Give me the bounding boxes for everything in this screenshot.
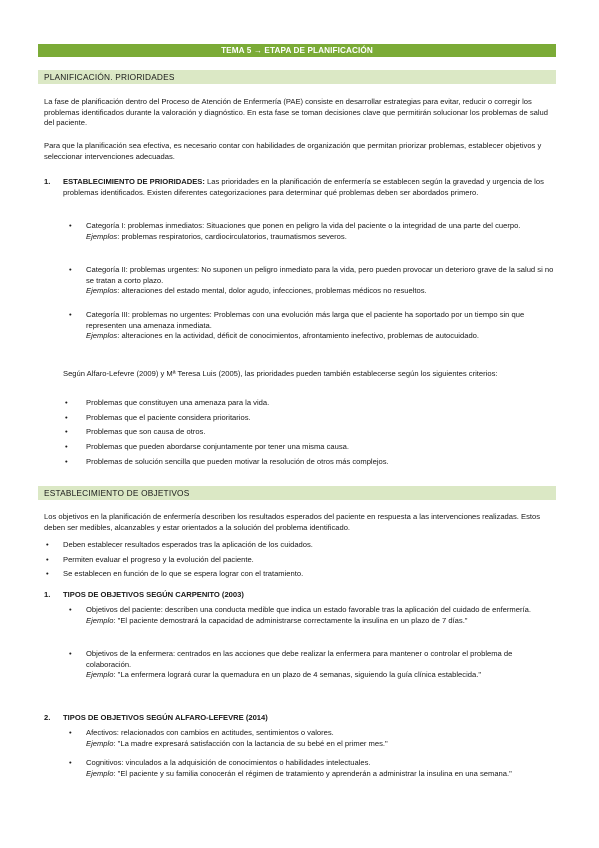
paragraph-objectives: Los objetivos en la planificación de enfermería describen los resultados esperados del paciente en respuesta a las intervenciones realizadas. Estos deben ser medibles, alcanzables y estar orientados a la solución del problema identificado. — [44, 512, 540, 532]
nurse-objectives-example: : "La enfermera logrará curar la quemadura en un plazo de 4 semanas, siguiendo la guía clínica establecida." — [113, 670, 482, 679]
priorities-heading: ESTABLECIMIENTO DE PRIORIDADES: — [63, 177, 205, 186]
list-number: 1. — [44, 590, 51, 599]
topic-banner: TEMA 5 → ETAPA DE PLANIFICACIÓN — [38, 44, 556, 57]
bullet: • — [65, 413, 68, 422]
paragraph-intro: La fase de planificación dentro del Proceso de Atención de Enfermería (PAE) consiste en desarrollar estrategias para evitar, reducir o corregir los problemas identificados durante la valoración y diagnóstico. En esta fase se toman decisiones clave que permitirán solucionar los problemas de salud del paciente. — [44, 97, 549, 127]
nurse-objectives — [86, 649, 556, 681]
list-number: 2. — [44, 713, 51, 722]
section-header-priorities: PLANIFICACIÓN. PRIORIDADES — [38, 70, 556, 84]
affective-objectives — [86, 728, 556, 749]
bullet: • — [65, 427, 68, 436]
patient-objectives — [86, 605, 556, 626]
category-2-example: : alteraciones del estado mental, dolor agudo, infecciones, problemas médicos no resueltos. — [117, 286, 427, 295]
category-1-example: : problemas respiratorios, cardiocirculatorios, traumatismos severos. — [117, 231, 347, 241]
category-1-text: Situaciones que ponen en peligro la vida del paciente o la integridad de una parte del cuerpo. — [204, 221, 521, 230]
example-label: Ejemplo — [86, 768, 114, 778]
bullet: • — [69, 605, 72, 614]
section-header-objectives: ESTABLECIMIENTO DE OBJETIVOS — [38, 486, 556, 500]
bullet: • — [65, 457, 68, 466]
patient-objectives-example: : "El paciente demostrará la capacidad de administrarse correctamente la insulina en un plazo de 7 días." — [113, 615, 468, 625]
example-label: Ejemplos — [86, 231, 118, 241]
alfaro-heading: TIPOS DE OBJETIVOS SEGÚN ALFARO-LEFEVRE (2014) — [63, 713, 268, 722]
bullet: • — [46, 569, 49, 578]
bullet: • — [46, 555, 49, 564]
bullet: • — [69, 728, 72, 737]
bullet: • — [65, 442, 68, 451]
cognitive-text: Cognitivos: vinculados a la adquisición de conocimientos o habilidades intelectuales. — [86, 758, 371, 767]
category-2-heading: Categoría II: problemas urgentes: — [86, 265, 200, 274]
criteria-item: Problemas que son causa de otros. — [86, 427, 206, 436]
objectives-bullet: Permiten evaluar el progreso y la evolución del paciente. — [63, 555, 254, 564]
affective-text: Afectivos: relacionados con cambios en actitudes, sentimientos o valores. — [86, 728, 334, 737]
bullet: • — [46, 540, 49, 549]
objectives-bullet: Se establecen en función de lo que se espera lograr con el tratamiento. — [63, 569, 304, 578]
category-1 — [86, 221, 556, 242]
objectives-bullet: Deben establecer resultados esperados tras la aplicación de los cuidados. — [63, 540, 313, 549]
bullet: • — [69, 221, 72, 230]
example-label: Ejemplo — [86, 670, 114, 679]
nurse-objectives-text: Objetivos de la enfermera: centrados en las acciones que debe realizar la enfermera para mantener o controlar el problema de colaboración. — [86, 649, 513, 669]
affective-example: : "La madre expresará satisfacción con la lactancia de su bebé en el primer mes." — [113, 738, 388, 748]
example-label: Ejemplos — [86, 286, 118, 295]
priorities-text: Las prioridades en la planificación de enfermería se establecen según la gravedad y urgencia de los problemas identificados. Existen diferentes categorizaciones para determinar qué problemas deben ser abordados primero. — [63, 177, 544, 197]
example-label: Ejemplo — [86, 615, 114, 625]
category-3 — [86, 310, 556, 342]
carpenito-heading: TIPOS DE OBJETIVOS SEGÚN CARPENITO (2003) — [63, 590, 244, 599]
category-2-text: No suponen un peligro inmediato para la vida, pero pueden provocar un deterioro grave de la salud si no se tratan a corto plazo. — [86, 265, 554, 285]
list-number: 1. — [44, 177, 51, 186]
patient-objectives-text: Objetivos del paciente: describen una conducta medible que indica un estado favorable tras la aplicación del cuidado de enfermería. — [86, 605, 531, 614]
criteria-item: Problemas que el paciente considera prioritarios. — [86, 413, 251, 422]
category-3-example: : alteraciones en la actividad, déficit de conocimientos, afrontamiento inefectivo, problemas de autocuidado. — [117, 331, 479, 340]
priorities-item — [63, 177, 555, 198]
bullet: • — [65, 398, 68, 407]
category-3-heading: Categoría III: problemas no urgentes: — [86, 310, 212, 319]
cognitive-example: : "El paciente y su familia conocerán el régimen de tratamiento y aprenderán a administrar la insulina en una semana." — [113, 768, 512, 778]
criteria-item: Problemas de solución sencilla que pueden motivar la resolución de otros más complejos. — [86, 457, 389, 466]
criteria-item: Problemas que pueden abordarse conjuntamente por tener una misma causa. — [86, 442, 349, 451]
bullet: • — [69, 649, 72, 658]
category-3-text: Problemas con una evolución más larga que el paciente ha soportado por un tiempo sin que representen una amenaza inmediata. — [86, 310, 525, 330]
bullet: • — [69, 265, 72, 274]
bullet: • — [69, 310, 72, 319]
paragraph-effective: Para que la planificación sea efectiva, es necesario contar con habilidades de organización que permitan priorizar problemas, establecer objetivos y seleccionar intervenciones adecuadas. — [44, 141, 542, 161]
example-label: Ejemplos — [86, 331, 118, 340]
category-2 — [86, 265, 556, 297]
bullet: • — [69, 758, 72, 767]
cognitive-objectives — [86, 758, 556, 779]
category-1-heading: Categoría I: problemas inmediatos: — [86, 221, 205, 230]
example-label: Ejemplo — [86, 738, 114, 748]
alfaro-criteria-intro: Según Alfaro-Lefevre (2009) y Mª Teresa Luis (2005), las prioridades pueden también establecerse según los siguientes criterios: — [63, 369, 498, 378]
criteria-item: Problemas que constituyen una amenaza para la vida. — [86, 398, 270, 407]
